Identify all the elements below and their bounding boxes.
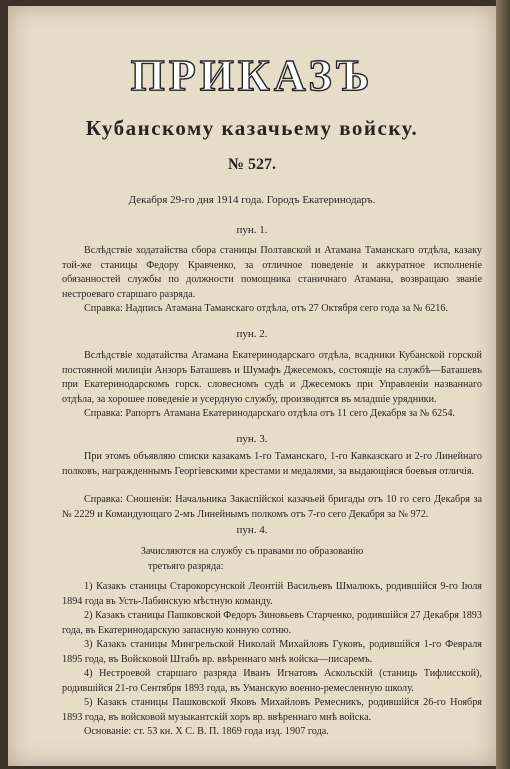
- order-number: № 527.: [227, 156, 277, 173]
- section-4-basis: Основаніе: ст. 53 кн. Х С. В. П. 1869 года изд. 1907 года.: [84, 726, 329, 737]
- section-1-note: Справка: Надпись Атамана Таманскаго отдѣла, отъ 27 Октября сего года за № 6216.: [84, 303, 448, 314]
- section-3-note: Справка: Сношенія: Начальника Закаспійскоі казачьей бригады отъ 10 го сего Декабря за № 2229 и Командующаго 2-мъ Линейнымъ полкомъ отъ 7-го сего Декабря за № 972.: [62, 494, 482, 520]
- document-subtitle: Кубанскому казачьему войску.: [85, 116, 419, 140]
- section-4-intro-2: третьяго разряда:: [148, 561, 224, 572]
- section-4-item-1: 1) Казакъ станицы Старокорсунской Леонтій Васильевъ Шмалюкъ, родившійся 9-го Іюля 1894 года въ Усть-Лабинскую мѣстную команду.: [62, 581, 482, 607]
- section-2-heading: пун. 2.: [236, 328, 268, 340]
- section-2-note: Справка: Рапортъ Атамана Екатеринодарскаго отдѣла отъ 11 сего Декабря за № 6254.: [84, 408, 455, 419]
- section-4-item-2: 2) Казакъ станицы Пашковской Федоръ Зиновьевъ Старченко, родившійся 27 Декабря 1893 года, въ Екатеринодарскую запасную конную сотню.: [62, 610, 482, 636]
- section-4-item-5: 5) Казакъ станицы Пашковской Яковъ Михайловъ Ремесникъ, родившійся 26-го Ноября 1893 года, въ войсковой музыкантскій хоръ вр. ввѣреннаго мнѣ войска.: [62, 697, 482, 723]
- section-1-text: Вслѣдствіе ходатайства сбора станицы Полтавской и Атамана Таманскаго отдѣла, казаку той-же станицы Федору Кравченко, за отличное поведеніе и аккуратное исполненіе обязанностей службы по должности помощника станичнаго Атамана, возвращаю званіе нестроеваго старшаго разряда.: [62, 245, 482, 300]
- section-4-item-3: 3) Казакъ станицы Мингрельской Николай Михайловъ Гуковъ, родившійся 1-го Февраля 1895 года, въ Войсковой Штабъ вр. ввѣреннаго мнѣ войска—писаремъ.: [62, 639, 482, 665]
- section-1-heading: пун. 1.: [236, 224, 268, 236]
- section-2-text: Вслѣдствіе ходатайства Атамана Екатеринодарскаго отдѣла, всадники Кубанской горской постоянной милиціи Анзоръ Баташевъ и Шумафъ Джесемокъ, состоящіе на службѣ—Баташевъ при Екатеринодарскомъ горск. словесномъ судѣ и Джесемокъ при Управленіи названнаго отдѣла, за хорошее поведеніе и усердную службу, производятся въ младшіе урядники.: [62, 350, 482, 405]
- date-line: Декабря 29-го дня 1914 года. Городъ Екатеринодаръ.: [128, 194, 376, 206]
- section-4-intro-1: Зачисляются на службу съ правами по образованію: [140, 546, 364, 557]
- book-edge: [496, 0, 510, 769]
- document-title: ПРИКАЗЪ: [130, 51, 374, 100]
- section-3-text: При этомъ объявляю списки казакамъ 1-го Таманскаго, 1-го Кавказскаго и 2-го Линейнаго полковъ, награжденнымъ Георгіевскими крестами и медалями, за выдающіяся боевыя отличія.: [62, 451, 482, 477]
- section-4-heading: пун. 4.: [236, 524, 268, 536]
- section-4-item-4: 4) Нестроевой старшаго разряда Иванъ Игнатовъ Аскольскій (станиць Тифлисской), родившійся 21-го Сентября 1893 года, въ Уманскую военно-ремесленную школу.: [62, 668, 482, 694]
- section-3-heading: пун. 3.: [236, 433, 268, 445]
- document-page: [8, 6, 496, 766]
